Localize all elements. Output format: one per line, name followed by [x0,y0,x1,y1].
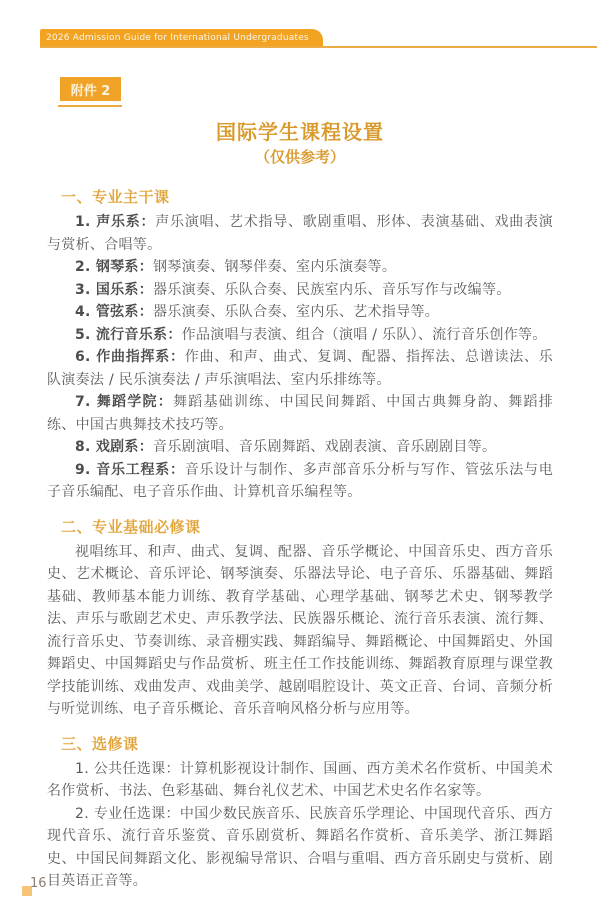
course-item [47,459,553,504]
course-item-label: 3. 国乐系： [75,281,154,298]
course-item-text: 器乐演奏、乐队合奏、民族室内乐、音乐写作与改编等。 [153,281,511,298]
course-item [47,324,553,347]
course-item [47,391,553,436]
header-tab-label: 2026 Admission Guide for International Undergraduates [46,33,309,43]
course-item-text: 1. 公共任选课：计算机影视设计制作、国画、西方美术名作赏析、中国美术名作赏析、书法、色彩基础、舞台礼仪艺术、中国艺术史名作名家等。 [47,760,553,799]
course-item-label: 5. 流行音乐系： [75,326,182,343]
course-item-label: 4. 管弦系： [75,304,154,320]
attachment-badge-underline [58,105,122,107]
course-section [47,186,553,504]
page-title: 国际学生课程设置 [216,120,384,144]
course-item [47,279,553,302]
section-heading: 一、专业主干课 [61,188,170,206]
course-item-label: 2. 钢琴系： [75,259,154,275]
course-item-text: 音乐设计与制作、多声部音乐分析与写作、管弦乐法与电子音乐编配、电子音乐作曲、计算机音乐编程等。 [47,461,553,500]
course-item-label: 6. 作曲指挥系： [75,349,185,365]
course-item-text: 声乐演唱、艺术指导、歌剧重唱、形体、表演基础、戏曲表演与赏析、合唱等。 [47,214,553,253]
course-item [47,758,553,803]
course-item [47,256,553,279]
section-heading: 三、选修课 [61,734,139,753]
course-item-text: 器乐演奏、乐队合奏、室内乐、艺术指导等。 [153,304,440,320]
page-number: 16 [30,876,47,891]
attachment-badge: 附件 2 [60,77,121,101]
course-item-label: 9. 音乐工程系： [75,461,185,478]
course-item [47,436,553,459]
page-footer [22,874,82,904]
course-item [47,301,553,324]
course-item-text: 音乐剧演唱、音乐剧舞蹈、戏剧表演、音乐剧剧目等。 [153,439,497,455]
course-item-text: 钢琴演奏、钢琴伴奏、室内乐演奏等。 [153,259,397,275]
document-content [47,178,553,893]
header-tab [40,29,323,47]
course-item-text: 2. 专业任选课：中国少数民族音乐、民族音乐学理论、中国现代音乐、西方现代音乐、流行音乐鉴赏、音乐剧赏析、舞蹈名作赏析、音乐美学、浙江舞蹈史、中国民间舞蹈文化、影视编导常识、合唱与重唱、西方音乐剧史与赏析、剧目英语正音等。 [47,805,553,889]
header-rule [40,46,597,48]
section-heading: 二、专业基础必修课 [61,517,201,536]
page-subtitle: （仅供参考） [254,148,345,166]
course-item-label: 8. 戏剧系： [75,439,154,455]
course-item [47,803,553,893]
course-item-text: 作品演唱与表演、组合（演唱 / 乐队）、流行音乐创作等。 [181,326,547,343]
course-item [47,346,553,391]
course-item [47,211,553,256]
course-item-label: 1. 声乐系： [75,214,156,230]
course-item-text: 作曲、和声、曲式、复调、配器、指挥法、总谱读法、乐队演奏法 / 民乐演奏法 / 声乐演唱法、室内乐排练等。 [47,349,553,388]
course-item-label: 7. 舞蹈学院： [75,394,173,410]
section-paragraph: 视唱练耳、和声、曲式、复调、配器、音乐学概论、中国音乐史、西方音乐史、艺术概论、音乐评论、钢琴演奏、乐器法导论、电子音乐、乐器基础、舞蹈基础、教师基本能力训练、教育学基础、心理学基础、钢琴艺术史、钢琴教学法、声乐与歌剧艺术史、声乐教学法、民族器乐概论、流行音乐表演、流行舞、流行音乐史、节奏训练、录音棚实践、舞蹈编导、舞蹈概论、中国舞蹈史、外国舞蹈史、中国舞蹈史与作品赏析、班主任工作技能训练、舞蹈教育原理与课堂教学技能训练、戏曲发声、戏曲美学、越剧唱腔设计、英文正音、台词、音频分析与听觉训练、电子音乐概论、音乐音响风格分析与应用等。 [47,543,553,717]
course-item-text: 舞蹈基础训练、中国民间舞蹈、中国古典舞身韵、舞蹈排练、中国古典舞技术技巧等。 [47,394,553,433]
course-section [47,733,553,893]
course-section [47,516,553,721]
